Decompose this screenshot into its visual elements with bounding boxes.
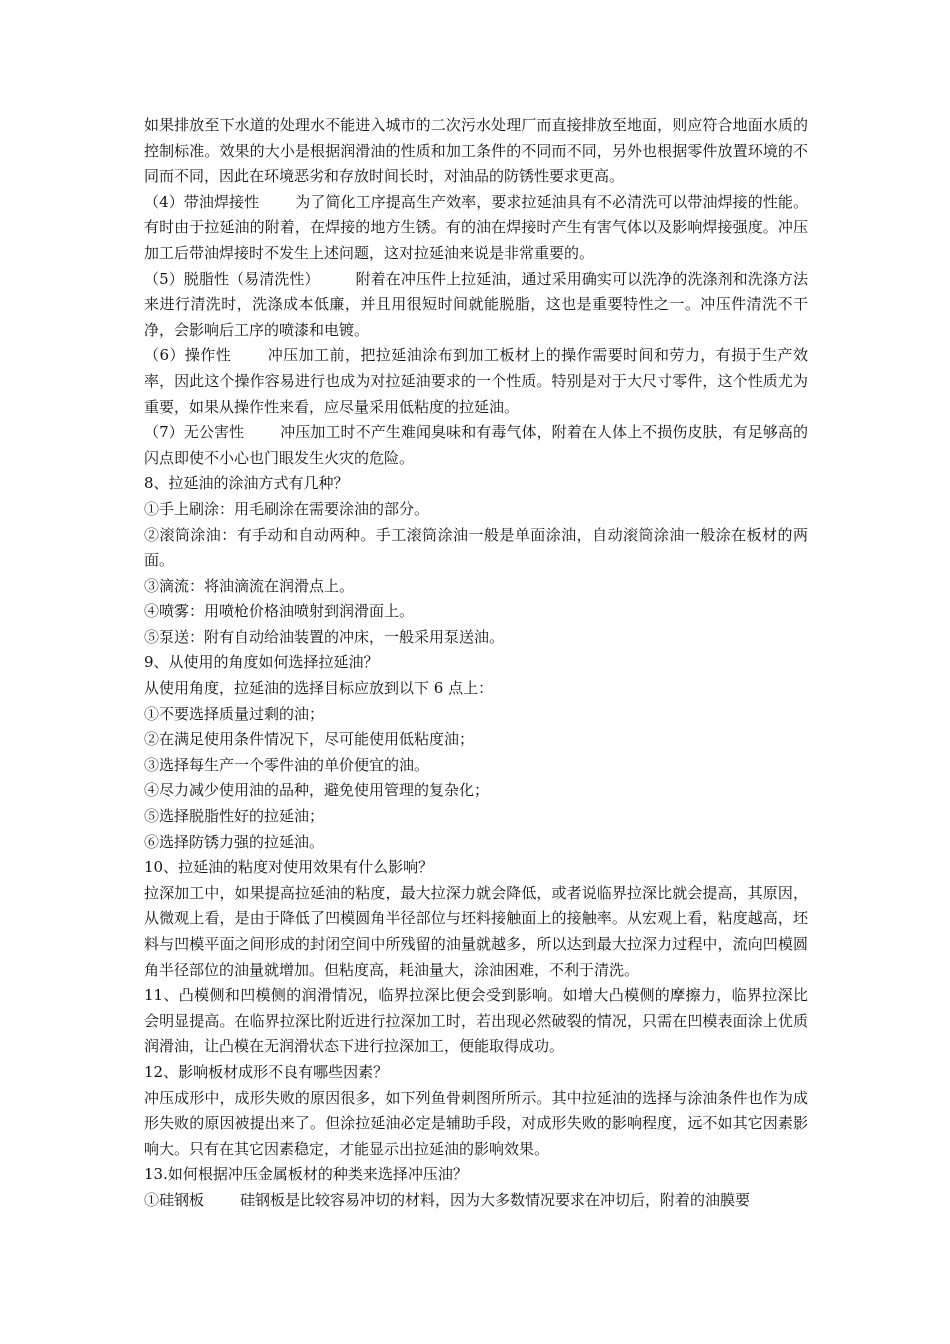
paragraph-label: （7）无公害性 [144, 423, 245, 442]
paragraph-text: 附着在冲压件上拉延油，通过采用确实可以洗净的洗涤剂和洗涤方法来进行清洗时，洗涤成本低廉，并且用很短时间就能脱脂，这也是重要特性之一。冲压件清洗不干净，会影响后工序的喷漆和电镀。 [144, 269, 808, 339]
list-item: ②在满足使用条件情况下，尽可能使用低粘度油； [144, 730, 475, 749]
paragraph [144, 267, 808, 344]
paragraph [144, 1188, 808, 1214]
list-item: ①手上刷涂：用毛刷涂在需要涂油的部分。 [144, 499, 430, 518]
list-item: ⑥选择防锈力强的拉延油。 [144, 832, 325, 851]
document-page [144, 113, 808, 1214]
paragraph [144, 420, 808, 471]
paragraph-text: 为了简化工序提高生产效率，要求拉延油具有不必清洗可以带油焊接的性能。有时由于拉延油的附着，在焊接的地方生锈。有的油在焊接时产生有害气体以及影响焊接强度。冲压加工后带油焊接时不发生上述问题，这对拉延油来说是非常重要的。 [144, 192, 808, 262]
paragraph [144, 113, 808, 190]
section-heading: 10、拉延油的粘度对使用效果有什么影响？ [144, 858, 434, 877]
list-item: ⑤选择脱脂性好的拉延油； [144, 807, 325, 826]
section-heading: 9、从使用的角度如何选择拉延油？ [144, 653, 379, 672]
paragraph-text: 硅钢板是比较容易冲切的材料，因为大多数情况要求在冲切后，附着的油膜要 [240, 1190, 751, 1209]
section-heading: 8、拉延油的涂油方式有几种？ [144, 474, 349, 493]
list-item: ⑤泵送：附有自动给油装置的冲床，一般采用泵送油。 [144, 627, 505, 646]
paragraph [144, 343, 808, 420]
list-item: ④尽力减少使用油的品种，避免使用管理的复杂化； [144, 781, 490, 800]
paragraph-label: （4）带油焊接性 [144, 192, 260, 211]
paragraph-text: 冲压加工时不产生难闻臭味和有毒气体，附着在人体上不损伤皮肤，有足够高的闪点即使不小心也门眼发生火灾的危险。 [144, 423, 808, 467]
paragraph: 冲压成形中，成形失败的原因很多，如下列鱼骨刺图所所示。其中拉延油的选择与涂油条件也作为成形失败的原因被提出来了。但涂拉延油必定是辅助手段，对成形失败的影响程度，远不如其它因素影响大。只有在其它因素稳定，才能显示出拉延油的影响效果。 [144, 1088, 808, 1158]
list-item: ④喷雾：用喷枪价格油喷射到润滑面上。 [144, 602, 415, 621]
paragraph-text: 冲压加工前，把拉延油涂布到加工板材上的操作需要时间和劳力，有损于生产效率，因此这个操作容易进行也成为对拉延油要求的一个性质。特别是对于大尺寸零件，这个性质尤为重要，如果从操作性来看，应尽量采用低粘度的拉延油。 [144, 346, 808, 416]
paragraph: 拉深加工中，如果提高拉延油的粘度，最大拉深力就会降低，或者说临界拉深比就会提高，其原因，从微观上看，是由于降低了凹模圆角半径部位与坯料接触面上的接触率。从宏观上看，粘度越高，坯料与凹模平面之间形成的封闭空间中所残留的油量就越多，所以达到最大拉深力过程中，流向凹模圆角半径部位的油量就增加。但粘度高，耗油量大，涂油困难，不利于清洗。 [144, 883, 808, 979]
paragraph-label: （5）脱脂性（易清洗性） [144, 269, 320, 288]
list-item: ②滚筒涂油：有手动和自动两种。手工滚筒涂油一般是单面涂油，自动滚筒涂油一般涂在板材的两面。 [144, 525, 808, 570]
list-item: ③选择每生产一个零件油的单价便宜的油。 [144, 755, 430, 774]
section-heading: 13.如何根据冲压金属板材的种类来选择冲压油？ [144, 1165, 468, 1184]
section-heading: 12、影响板材成形不良有哪些因素？ [144, 1062, 389, 1081]
paragraph: 11、凸模侧和凹模侧的润滑情况，临界拉深比便会受到影响。如增大凸模侧的摩擦力，临界拉深比会明显提高。在临界拉深比附近进行拉深加工时，若出现必然破裂的情况，只需在凹模表面涂上优质润滑油，让凸模在无润滑状态下进行拉深加工，便能取得成功。 [144, 986, 808, 1056]
paragraph-label: （6）操作性 [144, 346, 232, 365]
paragraph-label: ①硅钢板 [144, 1190, 205, 1209]
paragraph-text: 如果排放至下水道的处理水不能进入城市的二次污水处理厂而直接排放至地面，则应符合地面水质的控制标准。效果的大小是根据润滑油的性质和加工条件的不同而不同，另外也根据零件放置环境的不同而不同，因此在环境恶劣和存放时间长时，对油品的防锈性要求更高。 [144, 116, 808, 186]
list-item: ③滴流：将油滴流在润滑点上。 [144, 576, 355, 595]
list-item: ①不要选择质量过剩的油； [144, 704, 325, 723]
paragraph: 从使用角度，拉延油的选择目标应放到以下 6 点上： [144, 679, 494, 698]
paragraph [144, 190, 808, 267]
